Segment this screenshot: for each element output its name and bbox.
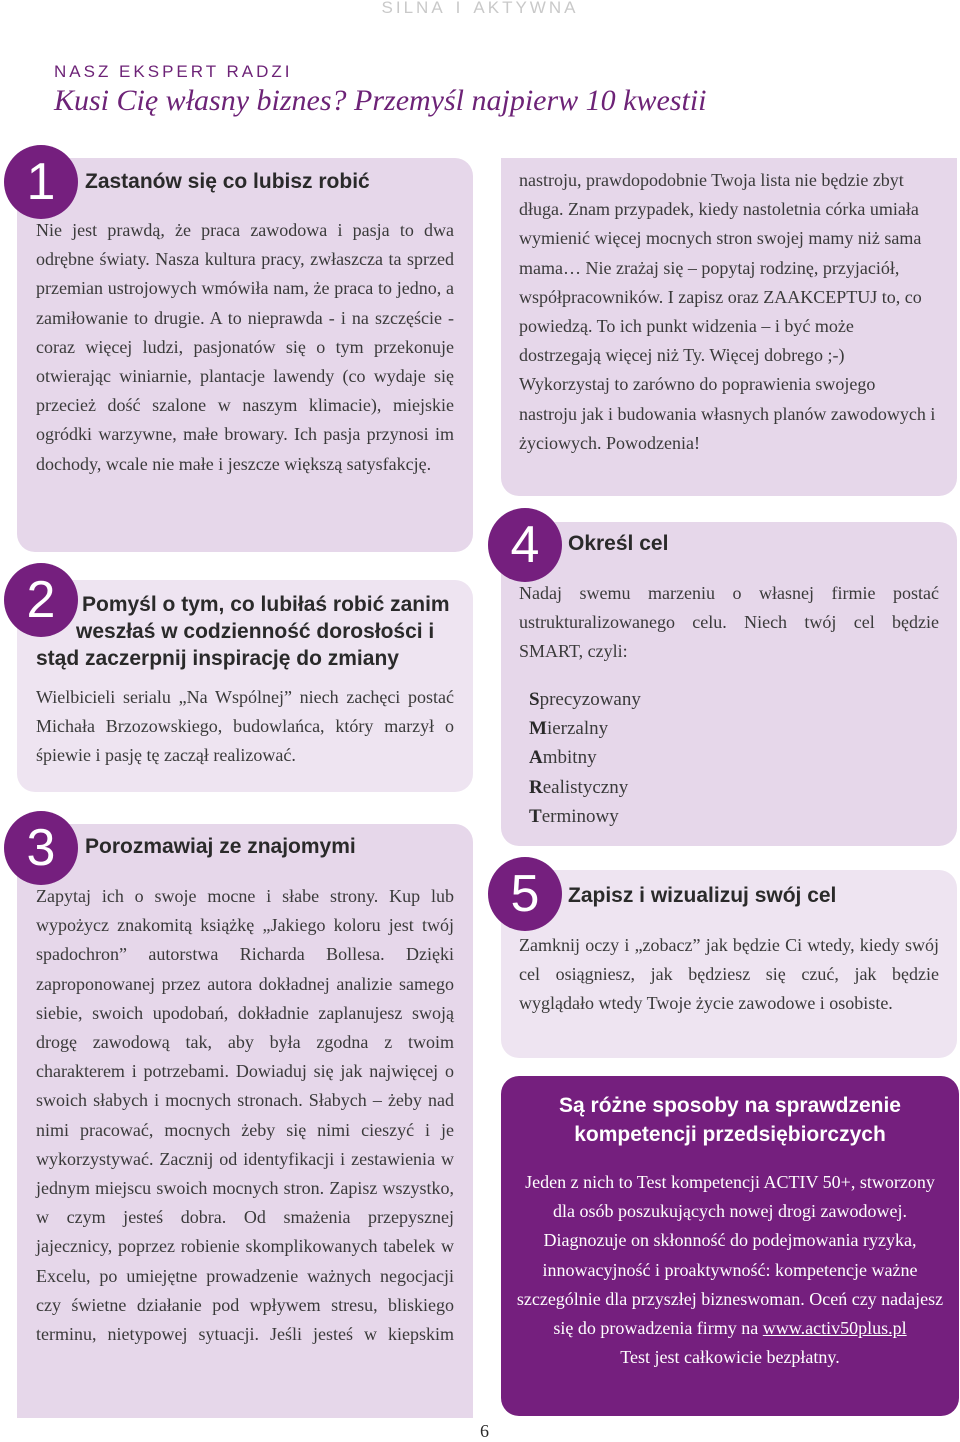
- running-header: [0, 0, 960, 18]
- section-3-title: Porozmawiaj ze znajomymi: [85, 835, 356, 858]
- section-2-title-line-2: weszłaś w codzienność dorosłości i: [76, 620, 435, 643]
- section-4-body: Nadaj swemu marzeniu o własnej firmie postać ustrukturalizowanego celu. Niech twój cel będzie SMART, czyli:: [519, 583, 939, 662]
- smart-item-s: Sprecyzowany: [529, 689, 641, 710]
- activ50plus-link[interactable]: www.activ50plus.pl: [762, 1318, 907, 1339]
- promo-title: Są różne sposoby na sprawdzenie kompetencji przedsiębiorczych: [559, 1094, 901, 1146]
- section-4-number-badge: 4: [488, 508, 562, 582]
- section-1-body: Nie jest prawdą, że praca zawodowa i pasja to dwa odrębne światy. Nasza kultura pracy, zwłaszcza ta sprzed przemian ustrojowych wmówiła nam, że praca to jedno, a zamiłowanie to drugie. A to nieprawda - i na szczęście - coraz więcej ludzi, pasjonatów się o tym przekonuje otwierając winiarnie, plantacje lawendy (co wydaje się przecież dość szalone w naszym klimacie), miejskie ogródki warzywne, małe browary. Ich pasja przynosi im dochody, wcale nie małe i jeszcze większą satysfakcję.: [36, 220, 454, 474]
- smart-item-a: Ambitny: [529, 747, 597, 769]
- section-5-body: Zamknij oczy i „zobacz” jak będzie Ci wtedy, kiedy swój cel osiągniesz, jak będziesz się czuć, jak będzie wyglądało wtedy Twoje życie zawodowe i osobiste.: [519, 935, 939, 1014]
- section-4-title: Określ cel: [568, 532, 669, 555]
- section-3-number-badge: 3: [4, 811, 78, 885]
- section-3-body: Zapytaj ich o swoje mocne i słabe strony. Kup lub wypożycz znakomitą książkę „Jakiego koloru jest twój spadochron” autorstwa Richarda Bollesa. Dzięki zaproponowanej przez autora dokładnej analizie samego siebie, swoich upodobań, dokładnie zaplanujesz swoją drogę zawodową tak, aby była zgodna z twoim charakterem i potrzebami. Dowiaduj się jak najwięcej o swoich słabych i mocnych stronach. Słabych – żeby nad nimi pracować, mocnych żeby się nimi cieszyć i je wykorzystywać. Zacznij od identyfikacji i zestawienia w jednym miejscu swoich mocnych stron. Zapisz wszystko, w czym jesteś dobra. Od smażenia przepysznej jajecznicy, poprzez robienie skomplikowanych tabelek w Excelu, po umiejętne prowadzenie ważnych negocjacji czy świetne działanie pod wpływem stresu, bliskiego terminu, nietypowej sytuacji. Jeśli jesteś w kiepskim: [36, 886, 454, 1345]
- promo-closing: Test jest całkowicie bezpłatny.: [620, 1347, 840, 1368]
- smart-item-m: Mierzalny: [529, 718, 609, 740]
- promo-text: Jeden z nich to Test kompetencji ACTIV 50+, stworzony dla osób poszukujących nowej drogi zawodowej. Diagnozuje on skłonność do podejmowania ryzyka, innowacyjność i proaktywność: kompetencje ważne szczególnie dla przyszłej bizneswoman. Oceń czy nadajesz się do prowadzenia firmy na: [516, 1172, 944, 1339]
- brand-right: AKTYWNA: [473, 0, 579, 17]
- section-1-title: Zastanów się co lubisz robić: [85, 170, 370, 193]
- brand-separator: I: [455, 0, 464, 17]
- section-5-number-badge: 5: [488, 857, 562, 931]
- page-title: Kusi Cię własny biznes? Przemyśl najpierw 10 kwestii: [54, 84, 707, 117]
- smart-list: [529, 685, 641, 831]
- page-number: 6: [480, 1421, 489, 1441]
- section-2-title: [36, 591, 476, 672]
- section-2-body: Wielbicieli serialu „Na Wspólnej” niech zachęci postać Michała Brzozowskiego, budowlańca, który marzył o śpiewie i pasję tę zaczął realizować.: [36, 687, 454, 766]
- brand-left: SILNA: [381, 0, 446, 17]
- section-3-continuation: nastroju, prawdopodobnie Twoja lista nie będzie zbyt długa. Znam przypadek, kiedy nastoletnia córka umiała wymienić więcej mocnych stron swojej mamy niż sama mama… Nie zrażaj się – popytaj rodzinę, przyjaciół, współpracowników. I zapisz oraz ZAAKCEPTUJ to, co powiedzą. To ich punkt widzenia – i być może dostrzegają więcej niż Ty. Więcej dobrego ;-) Wykorzystaj to zarówno do poprawienia swojego nastroju jak i budowania własnych planów zawodowych i życiowych. Powodzenia!: [519, 170, 936, 453]
- section-2-number-badge: 2: [4, 563, 78, 637]
- smart-item-r: Realistyczny: [529, 776, 629, 798]
- promo-body: [515, 1168, 945, 1372]
- section-2-title-line-1: Pomyśl o tym, co lubiłaś robić zanim: [82, 593, 450, 616]
- section-1-number-badge: 1: [4, 145, 78, 219]
- smart-item-t: Terminowy: [529, 805, 619, 827]
- section-kicker: NASZ EKSPERT RADZI: [54, 62, 293, 81]
- section-2-title-line-3: stąd zaczerpnij inspirację do zmiany: [36, 647, 399, 670]
- section-5-title: Zapisz i wizualizuj swój cel: [568, 884, 837, 907]
- promo-box: [501, 1076, 959, 1416]
